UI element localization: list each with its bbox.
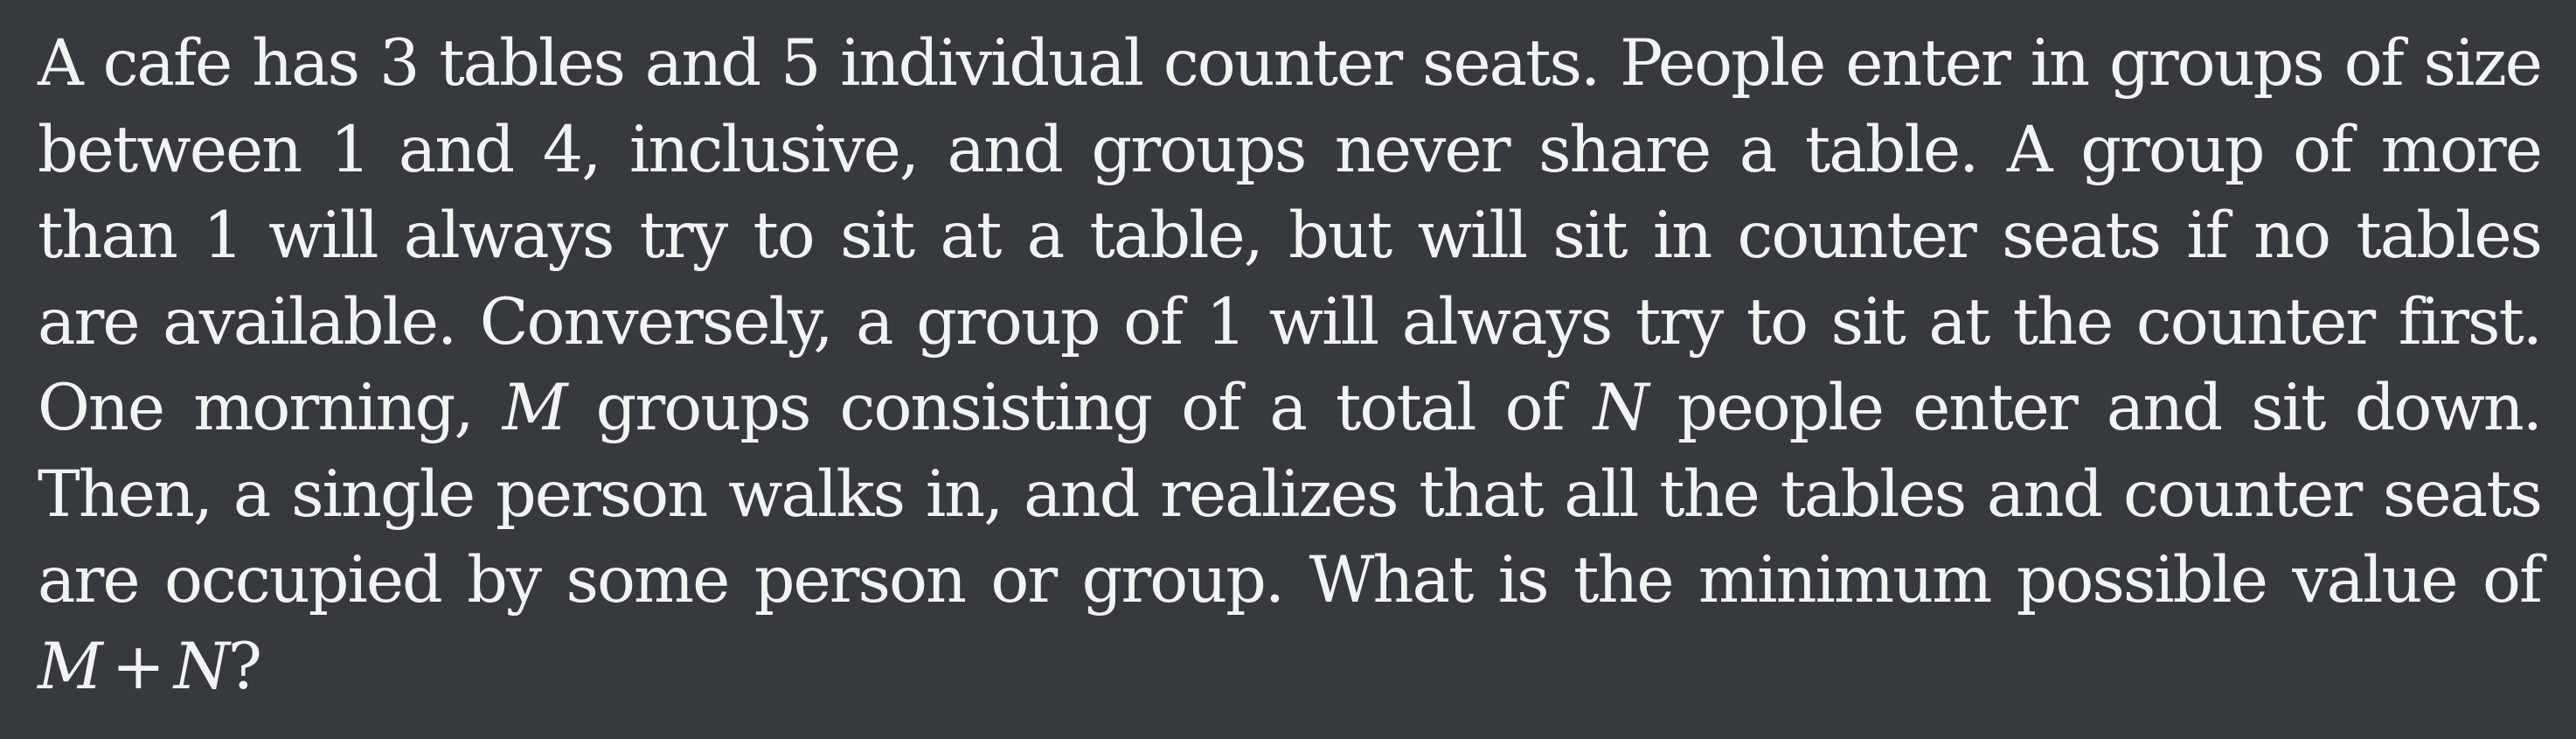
question-mark: ? [227,629,260,704]
final-math-variable-m: M [38,629,101,704]
problem-text-part-3: people enter and sit down. Then, a single person walks in, and realizes that all the tables and counter seats are occupied by some person or group. What is the minimum possible value of [38,371,2541,617]
problem-text-part-2: groups consisting of a total of [566,371,1594,445]
final-math-variable-n: N [173,629,228,704]
math-variable-m: M [502,371,566,445]
problem-statement [38,21,2541,710]
plus-operator: + [111,629,163,704]
problem-text-part-1: A cafe has 3 tables and 5 individual counter seats. People enter in groups of size between 1 and 4, inclusive, and groups never share a table. A group of more than 1 will always try to sit at a table, but will sit in counter seats if no tables are available. Conversely, a group of 1 will always try to sit at the counter first. One morning, [38,26,2541,445]
math-variable-n: N [1593,371,1648,445]
